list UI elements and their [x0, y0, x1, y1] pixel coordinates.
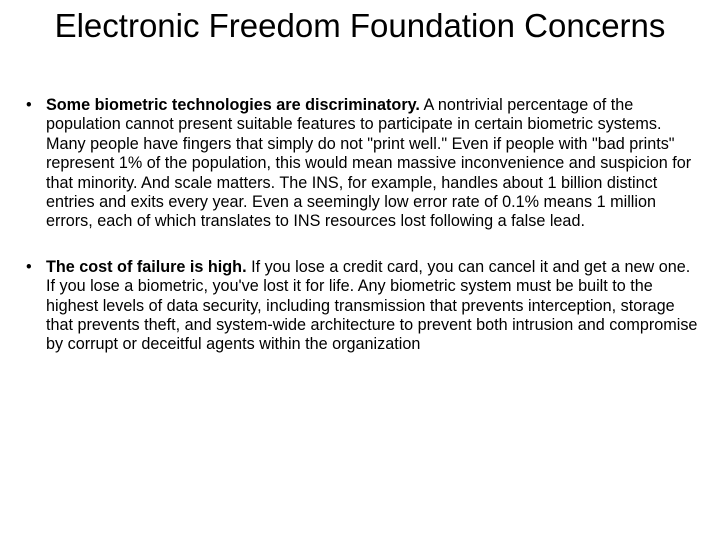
bullet-list: [20, 96, 700, 381]
bullet-lead-text: The cost of failure is high.: [46, 257, 247, 276]
bullet-marker: •: [26, 257, 32, 276]
bullet-body-text: A nontrivial percentage of the population cannot present suitable features to participate in certain biometric systems. Many people have fingers that simply do not "print well." Even if people with "bad prints" represent 1% of the population, this would mean massive inconvenience and suspicion for that minority. And scale matters. The INS, for example, handles about 1 billion distinct entries and exits every year. Even a seemingly low error rate of 0.1% means 1 million errors, each of which translates to INS resources lost following a false lead.: [46, 96, 692, 231]
bullet-item-cost-of-failure: [20, 258, 700, 355]
bullet-marker: •: [26, 96, 32, 114]
bullet-lead-text: Some biometric technologies are discriminatory.: [46, 96, 420, 114]
bullet-body-text: If you lose a credit card, you can cancel it and get a new one. If you lose a biometric, you've lost it for life. Any biometric system must be built to the highest levels of data security, including transmission that prevents interception, storage that prevents theft, and system-wide architecture to prevent both intrusion and compromise by corrupt or deceitful agents within the organization: [46, 257, 698, 354]
bullet-item-discriminatory: [20, 96, 700, 232]
slide-title: Electronic Freedom Foundation Concerns: [54, 7, 666, 44]
